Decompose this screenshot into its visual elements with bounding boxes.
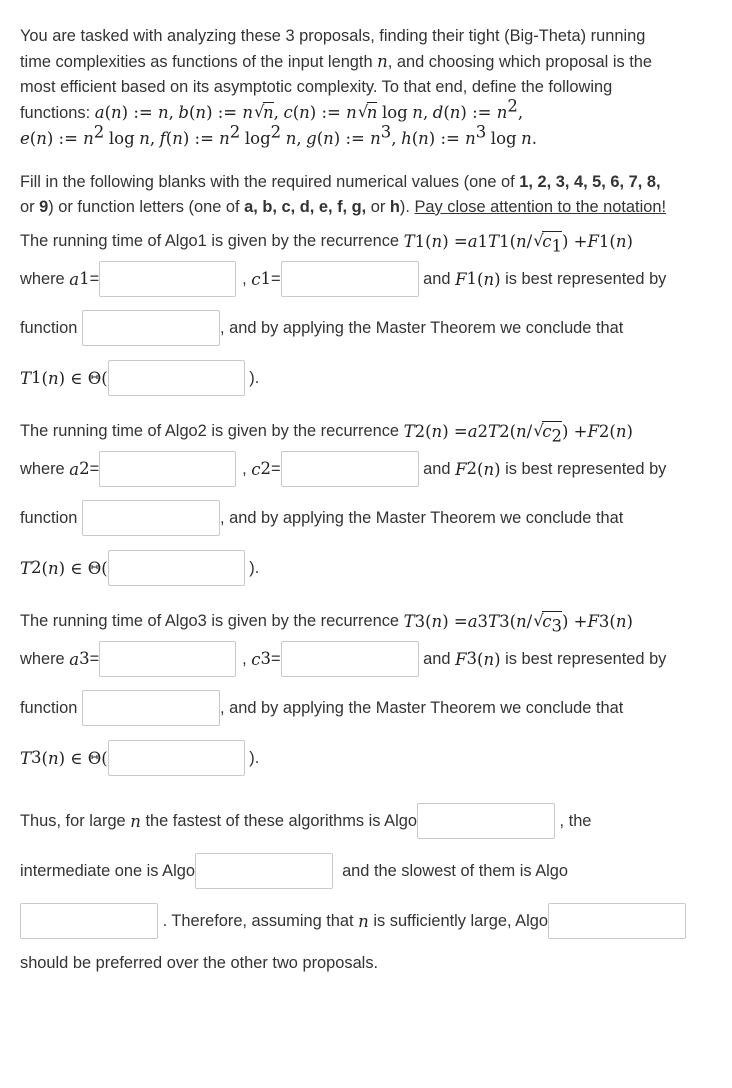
fn-a: a bbox=[94, 103, 105, 122]
t2-theta-input[interactable] bbox=[108, 550, 245, 586]
algo3-label: The running time of Algo3 is given by the recurrence bbox=[20, 612, 400, 630]
question-body bbox=[20, 24, 715, 152]
preferred-algo-input[interactable] bbox=[548, 903, 686, 939]
close-paren: ). bbox=[249, 748, 260, 767]
algo2-function-row bbox=[20, 500, 715, 536]
and-label: and bbox=[423, 459, 451, 478]
fn-b: b bbox=[178, 103, 189, 122]
master-label: , and by applying the Master Theorem we conclude that bbox=[219, 318, 624, 337]
where-label: where bbox=[20, 459, 65, 478]
and-label: and bbox=[423, 269, 451, 288]
fn-c: c bbox=[283, 103, 293, 122]
conclusion-text-5: . Therefore, assuming that bbox=[162, 911, 354, 930]
algo1-recurrence: The running time of Algo1 is given by the recurrence T 1 ( n ) = a 1 T 1 ( n / √ $c_1$ ) + F 1 ( n ) bbox=[20, 232, 715, 251]
conclusion-text-2: , the bbox=[559, 811, 592, 830]
fn-f: f bbox=[159, 129, 166, 148]
conclusion-text-1b: the fastest of these algorithms is Algo bbox=[145, 811, 417, 830]
a1-input[interactable] bbox=[99, 261, 236, 297]
instr-digits: 1, 2, 3, 4, 5, 6, 7, 8, bbox=[519, 173, 661, 191]
c1-input[interactable] bbox=[281, 261, 419, 297]
conclusion-row-2 bbox=[20, 853, 715, 889]
t1-theta-input[interactable] bbox=[108, 360, 245, 396]
close-paren: ). bbox=[249, 368, 260, 387]
attention-note: Pay close attention to the notation! bbox=[414, 198, 666, 216]
fn-d: d bbox=[432, 103, 444, 122]
algo3-function-row bbox=[20, 690, 715, 726]
t3-theta-input[interactable] bbox=[108, 740, 245, 776]
algo3-recurrence: The running time of Algo3 is given by the recurrence T 3 ( n ) = a 3 T 3 ( n / √ $c_3$ ) + F 3 ( n ) bbox=[20, 612, 715, 631]
algo2-label: The running time of Algo2 is given by the recurrence bbox=[20, 422, 400, 440]
conclusion-row-3: . Therefore, assuming that n is sufficiently large, Algo bbox=[20, 903, 715, 939]
function-label: function bbox=[20, 508, 78, 527]
master-label: , and by applying the Master Theorem we conclude that bbox=[219, 698, 624, 717]
fn-h: h bbox=[401, 129, 412, 148]
instr-text-1: Fill in the following blanks with the required numerical values (one of bbox=[20, 173, 515, 191]
f1-input[interactable] bbox=[82, 310, 220, 346]
conclusion-text-5b: is sufficiently large, Algo bbox=[373, 911, 548, 930]
conclusion-text-6: should be preferred over the other two proposals. bbox=[20, 954, 379, 972]
instr-or: or bbox=[20, 198, 35, 216]
algo2-params-row: where a 2 = , c 2 = and F 2 ( n ) is best represented by bbox=[20, 451, 715, 487]
a2-input[interactable] bbox=[99, 451, 236, 487]
intro-paragraph: You are tasked with analyzing these 3 proposals, finding their tight (Big-Theta) running time complexities as functions of the input length n, and choosing which proposal is the most efficient based on its asymptotic complexity. To that end, define the following functions: a(n) := n, b(n) := n√ n, c(n) := n√ n log n, d(n) := $n^2$, e(n) := $n^2$ log n, f(n) := $n^2$ $\log^2 n$, g(n) := $n^3$, h(n) := $n^3$ log n. bbox=[20, 24, 715, 152]
best-rep-label: is best represented by bbox=[505, 649, 667, 668]
conclusion-text-3: intermediate one is Algo bbox=[20, 861, 195, 880]
conclusion-row-4 bbox=[20, 954, 715, 973]
fn-g: g bbox=[306, 129, 317, 148]
algo2-recurrence: The running time of Algo2 is given by the recurrence T 2 ( n ) = a 2 T 2 ( n / √ $c_2$ ) + F 2 ( n ) bbox=[20, 422, 715, 441]
where-label: where bbox=[20, 269, 65, 288]
function-label: function bbox=[20, 318, 78, 337]
best-rep-label: is best represented by bbox=[505, 269, 667, 288]
instr-letters: a, b, c, d, e, f, g, bbox=[244, 198, 367, 216]
algo1-label: The running time of Algo1 is given by the recurrence bbox=[20, 232, 400, 250]
instr-text-2: ) or function letters (one of bbox=[48, 198, 240, 216]
algo1-params-row: where a 1 = , c 1 = and F 1 ( n ) is best represented by bbox=[20, 261, 715, 297]
master-label: , and by applying the Master Theorem we conclude that bbox=[219, 508, 624, 527]
algo3-theta-row: T 3 ( n ) ∈ Θ( ). bbox=[20, 740, 715, 776]
algo1-function-row bbox=[20, 310, 715, 346]
algo2-theta-row: T 2 ( n ) ∈ Θ( ). bbox=[20, 550, 715, 586]
conclusion-text-1: Thus, for large bbox=[20, 811, 126, 830]
a3-input[interactable] bbox=[99, 641, 236, 677]
and-label: and bbox=[423, 649, 451, 668]
algo3-params-row: where a 3 = , c 3 = and F 3 ( n ) is best represented by bbox=[20, 641, 715, 677]
fastest-algo-input[interactable] bbox=[417, 803, 555, 839]
instr-h: h bbox=[389, 198, 400, 216]
intro-line-2: time complexities as functions of the input length bbox=[20, 53, 373, 71]
intro-line-1: You are tasked with analyzing these 3 proposals, finding their tight (Big-Theta) running bbox=[20, 27, 646, 45]
instr-nine: 9 bbox=[39, 198, 49, 216]
functions-label: functions: bbox=[20, 104, 91, 122]
function-label: function bbox=[20, 698, 78, 717]
fn-e: e bbox=[20, 129, 30, 148]
close-paren: ). bbox=[249, 558, 260, 577]
slowest-algo-input[interactable] bbox=[20, 903, 158, 939]
intermediate-algo-input[interactable] bbox=[195, 853, 333, 889]
intro-line-3: most efficient based on its asymptotic complexity. To that end, define the following bbox=[20, 78, 613, 96]
c2-input[interactable] bbox=[281, 451, 419, 487]
algo1-theta-row: T 1 ( n ) ∈ Θ( ). bbox=[20, 360, 715, 396]
instr-text-3: ). bbox=[399, 198, 410, 216]
conclusion-text-4: and the slowest of them is Algo bbox=[342, 861, 569, 880]
c3-input[interactable] bbox=[281, 641, 419, 677]
f3-input[interactable] bbox=[82, 690, 220, 726]
best-rep-label: is best represented by bbox=[505, 459, 667, 478]
conclusion-row-1: Thus, for large n the fastest of these algorithms is Algo , the bbox=[20, 803, 715, 839]
intro-line-2b: , and choosing which proposal is the bbox=[387, 53, 653, 71]
where-label: where bbox=[20, 649, 65, 668]
f2-input[interactable] bbox=[82, 500, 220, 536]
instructions bbox=[20, 170, 715, 220]
instr-or-2: or bbox=[370, 198, 386, 216]
